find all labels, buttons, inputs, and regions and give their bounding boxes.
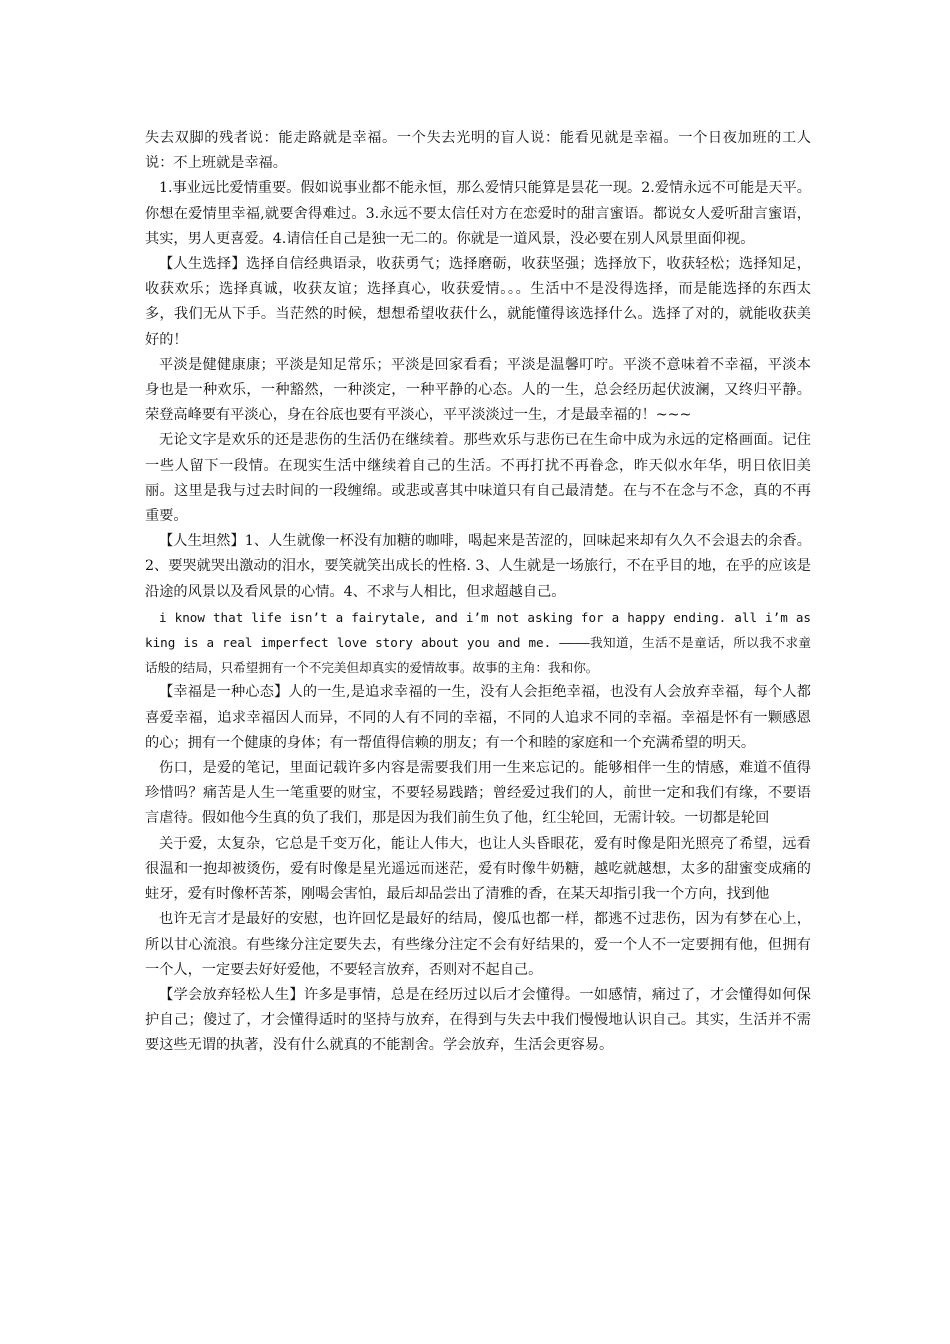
paragraph-wound-notes: 伤口，是爱的笔记，里面记载许多内容是需要我们用一生来忘记的。能够相伴一生的情感，难道不值得珍惜吗？痛苦是人生一笔重要的财宝，不要轻易践踏；曾经爱过我们的人，前世一定和我们有缘，不要语言虐待。假如他今生真的负了我们，那是因为我们前生负了他，红尘轮回，无需计较。一切都是轮回 xyxy=(145,760,811,827)
paragraph-happiness-mindset: 【幸福是一种心态】人的一生,是追求幸福的一生，没有人会拒绝幸福，也没有人会放弃幸福，每个人都喜爱幸福，追求幸福因人而异，不同的人有不同的幸福，不同的人追求不同的幸福。幸福是怀有一颗感恩的心；拥有一个健康的身体；有一帮值得信赖的朋友；有一个和睦的家庭和一个充满希望的明天。 xyxy=(145,684,811,751)
paragraph-plainness: 平淡是健健康康；平淡是知足常乐；平淡是回家看看；平淡是温馨叮咛。平淡不意味着不幸福，平淡本身也是一种欢乐，一种豁然，一种淡定，一种平静的心态。人的一生，总会经历起伏波澜，又终归平静。荣登高峰要有平淡心，身在谷底也要有平淡心，平平淡淡过一生，才是最幸福的！~~~ xyxy=(145,356,811,424)
paragraph-silence-comfort: 也许无言才是最好的安慰，也许回忆是最好的结局，傻瓜也都一样，都逃不过悲伤，因为有梦在心上，所以甘心流浪。有些缘分注定要失去，有些缘分注定不会有好结果的，爱一个人不一定要拥有他，但拥有一个人，一定要去好好爱他，不要轻言放弃，否则对不起自己。 xyxy=(145,911,811,978)
paragraph-life-choice: 【人生选择】选择自信经典语录，收获勇气；选择磨砺，收获坚强；选择放下，收获轻松；选择知足，收获欢乐；选择真诚，收获友谊；选择真心，收获爱情。。。生活中不是没得选择，而是能选择的东西太多，我们无从下手。当茫然的时候，想想希望收获什么，就能懂得该选择什么。选择了对的，就能收获美好的！ xyxy=(145,256,811,348)
paragraph-about-love: 关于爱，太复杂，它总是千变万化，能让人伟大，也让人头昏眼花，爱有时像是阳光照亮了希望，远看很温和一抱却被烫伤，爱有时像是星光遥远而迷茫，爱有时像牛奶糖，越吃就越想，太多的甜蜜变成痛的蛀牙，爱有时像杯苦茶，刚喝会害怕，最后却品尝出了清雅的香，在某天却指引我一个方向，找到他 xyxy=(145,835,811,903)
paragraph-happiness-intro: 失去双脚的残者说：能走路就是幸福。一个失去光明的盲人说：能看见就是幸福。一个日夜加班的工人说：不上班就是幸福。 xyxy=(145,130,811,172)
paragraph-career-love: 1.事业远比爱情重要。假如说事业都不能永恒，那么爱情只能算是昙花一现。2.爱情永远不可能是天平。你想在爱情里幸福,就要舍得难过。3.永远不要太信任对方在恋爱时的甜言蜜语。都说女人爱听甜言蜜语，其实，男人更喜爱。4.请信任自己是独一无二的。你就是一道风景，没必要在别人风景里面仰视。 xyxy=(145,180,811,247)
document-body xyxy=(145,126,811,1059)
paragraph-words-life: 无论文字是欢乐的还是悲伤的生活仍在继续着。那些欢乐与悲伤已在生命中成为永远的定格画面。记住一些人留下一段情。在现实生活中继续着自己的生活。不再打扰不再眷念，昨天似水年华，明日依旧美丽。这里是我与过去时间的一段缠绵。或悲或喜其中味道只有自己最清楚。在与不在念与不念，真的不再重要。 xyxy=(145,432,811,525)
paragraph-fairytale-quote: i know that life isn’t a fairytale, and i’m not asking for a happy ending. all i’m asking is a real imperfect love story about you and me. ————我知道，生活不是童话，所以我不求童话般的结局，只希望拥有一个不完美但却真实的爱情故事。故事的主角：我和你。 xyxy=(145,609,811,676)
paragraph-learn-let-go: 【学会放弃轻松人生】许多是事情，总是在经历过以后才会懂得。一如感情，痛过了，才会懂得如何保护自己；傻过了，才会懂得适时的坚持与放弃，在得到与失去中我们慢慢地认识自己。其实，生活并不需要这些无谓的执著，没有什么就真的不能割舍。学会放弃，生活会更容易。 xyxy=(145,986,811,1054)
paragraph-life-calm: 【人生坦然】1、人生就像一杯没有加糖的咖啡，喝起来是苦涩的，回味起来却有久久不会退去的余香。2、要哭就哭出激动的泪水，要笑就笑出成长的性格. 3、人生就是一场旅行，不在乎目的地，在乎的应该是沿途的风景以及看风景的心情。4、不求与人相比，但求超越自己。 xyxy=(145,533,811,600)
